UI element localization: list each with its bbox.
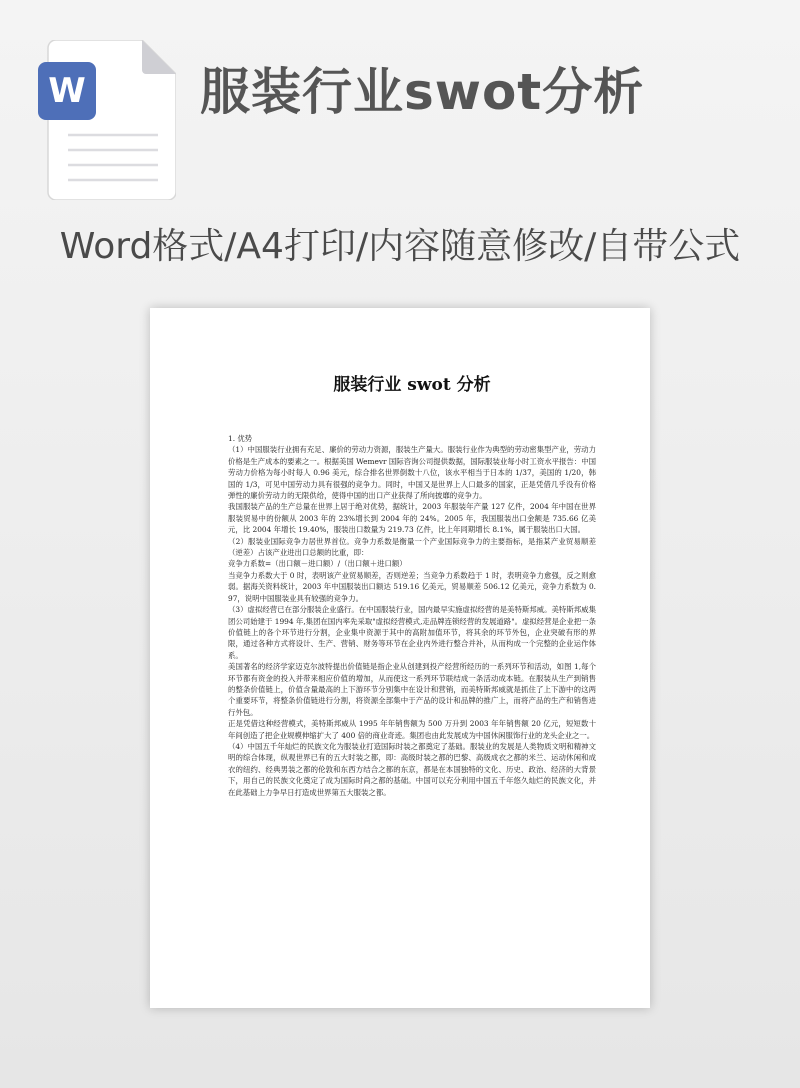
doc-paragraph: 正是凭借这种经营模式，美特斯邦威从 1995 年年销售额为 500 万升到 2003 年年销售额 20 亿元，短短数十年间创造了把企业规模伸缩扩大了 400 倍的商业奇迹。集团也由此发展成为中国休闲服饰行业的龙头企业之一。 <box>228 719 596 740</box>
doc-paragraph: 美国著名的经济学家迈克尔波特提出价值链是指企业从创建到投产经营所经历的一系列环节和活动，如图 1,每个环节都有资金的投入并带来相应价值的增加，从而使这一系列环节联结成一条活动成本链。在服装从生产到销售的整条价值链上，价值含量最高的上下游环节分别集中在设计和营销，而美特斯邦威就是抓住了上下游中的这两个重要环节，将整条价值链进行分割，将资源全部集中于产品的设计和品牌的推广上，而将产品的生产和销售进行外包。 <box>228 662 596 717</box>
word-document-icon <box>38 40 176 200</box>
doc-paragraph: 当竞争力系数大于 0 时，表明该产业贸易顺差，否则逆差；当竞争力系数趋于 1 时，表明竞争力愈强，反之则愈弱。据海关资料统计，2003 年中国服装出口额达 519.16 亿美元，贸易顺差 506.12 亿美元，竞争力系数为 0.97，说明中国服装业具有较强的竞争力。 <box>228 570 596 603</box>
doc-paragraph: （1）中国服装行业拥有充足、廉价的劳动力资源，服装生产量大。服装行业作为典型的劳动密集型产业，劳动力价格是生产成本的要素之一。根据美国 Wemevr 国际咨询公司提供数据，国际服装业每小时工资水平报告：中国劳动力价格为每小时每人 0.96 美元，综合排名世界倒数十八位，该水平相当于日本的 1/37，美国的 1/20，韩国的 1/3，可见中国劳动力具有很强的竞争力。同时，中国又是世界上人口最多的国家，正是凭借几乎没有价格弹性的廉价劳动力的无限供给，使得中国的出口产业获得了所向披靡的竞争力。 <box>228 445 596 501</box>
doc-paragraph: （4）中国五千年灿烂的民族文化为服装业打造国际时装之都奠定了基础。服装业的发展是人类物质文明和精神文明的综合体现，纵观世界已有的五大时装之都，即：高级时装之都的巴黎、高级成衣之都的米兰、运动休闲和成衣的纽约、经典男装之都的伦敦和东西方结合之都的东京，都是在本国独特的文化、历史、政治、经济的大背景下，用自己的民族文化奠定了成为国际时尚之都的基础。中国可以充分利用中国五千年悠久灿烂的民族文化，并在此基础上力争早日打造成世界第五大服装之都。 <box>228 741 596 797</box>
doc-paragraph: （2）服装业国际竞争力居世界首位。竞争力系数是衡量一个产业国际竞争力的主要指标，是指某产业贸易顺差（逆差）占该产业进出口总额的比重，即： <box>228 536 596 558</box>
document-body <box>228 433 596 798</box>
header <box>0 0 800 300</box>
page-subtitle: Word格式/A4打印/内容随意修改/自带公式 <box>59 226 741 267</box>
doc-paragraph: （3）虚拟经营已在部分服装企业盛行。在中国服装行业，国内最早实施虚拟经营的是美特斯邦威。美特斯邦威集团公司始建于 1994 年,集团在国内率先采取"虚拟经营模式,走品牌连锁经营的发展道路"。虚拟经营是企业把一条价值链上的各个环节进行分割，企业集中资源于其中的高附加值环节，将其余的环节外包，企业突破有形的界限，通过各种方式将设计、生产、营销、财务等环节在企业内外进行整合并补，从而构成一个完整的企业运作体系。 <box>228 605 596 660</box>
svg-text:W: W <box>48 71 86 111</box>
doc-paragraph: 我国服装产品的生产总量在世界上居于绝对优势，据统计，2003 年服装年产量 127 亿件，2004 年中国在世界服装贸易中的份额从 2003 年的 23%增长到 2004 年的 24%。2005 年，我国服装出口金额是 735.66 亿美元，比 2004 年增长 19.40%，服装出口数量为 219.73 亿件，比上年同期增长 8.1%，属于服装出口大国。 <box>228 502 596 535</box>
document-title: 服装行业 swot 分析 <box>333 375 491 395</box>
document-page <box>150 308 650 1008</box>
page-title: 服装行业swot分析 <box>200 63 645 121</box>
doc-paragraph-formula: 竞争力系数=（出口额－进口额）/（出口额＋进口额） <box>228 559 407 569</box>
doc-paragraph-heading: 1. 优势 <box>228 434 253 443</box>
